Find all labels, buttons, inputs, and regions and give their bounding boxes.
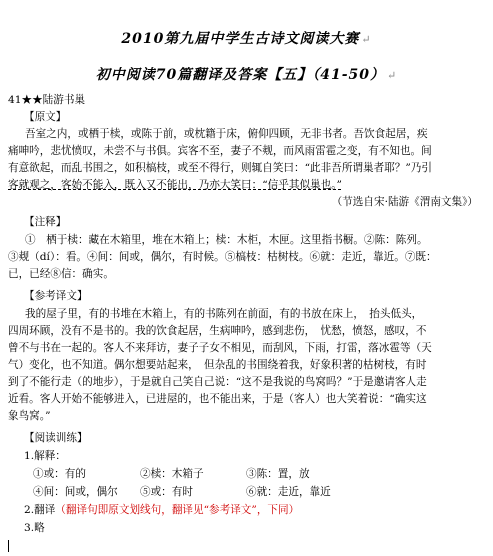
original-line: 痛呻吟，悲忧愤叹，未尝不与书俱。宾客不至，妻子不觌，而风雨雷雹之变，有不知也。间 — [8, 145, 432, 157]
answer-cell: ⑥就：走近，靠近 — [246, 486, 331, 498]
notes-label: 【注释】 — [24, 216, 67, 228]
question-2: 2.翻译（翻译句即原文划线句，翻译见“参考译文”，下同） — [24, 504, 300, 516]
translation-line: 四周环顾，没有不是书的。我的饮食起居，生病呻吟，感到悲伤， 忧愁，愤怒，感叹，不 — [8, 325, 427, 337]
answer-cell: ③陈：置，放 — [246, 468, 310, 480]
translation-label: 【参考译文】 — [24, 290, 88, 302]
answer-cell: ②椟：木箱子 — [140, 468, 204, 480]
answer-cell: ①或：有的 — [33, 468, 86, 480]
original-line: 有意欲起，而乱书围之，如积槁枝，或至不得行，则辄自笑曰：“此非吾所谓巢者耶？”乃引 — [8, 162, 432, 174]
document-subtitle: 初中阅读70篇翻译及答案【五】（41-50） ↵ — [95, 67, 398, 83]
translation-line: 曾不与书在一起的。客人不来拜访，妻子子女不相见，而刮风，下雨，打雷，落冰雹等（天 — [8, 342, 432, 354]
underlined-sentence: 客就观之，客始不能入，既入又不能出，乃亦大笑曰：“信乎其似巢也。” — [8, 179, 342, 191]
answer-cell: ⑤或：有时 — [140, 486, 193, 498]
question-2-note: （翻译句即原文划线句，翻译见“参考译文”，下同） — [55, 504, 300, 516]
translation-line: 我的屋子里，有的书堆在木箱上，有的书陈列在前面，有的书放在床上， 抬头低头， — [25, 308, 423, 320]
translation-line: 到了不能行走（的地步），于是就自己笑自己说：“这不是我说的鸟窝吗？”于是邀请客人走 — [8, 376, 427, 388]
question-3: 3.略 — [24, 522, 45, 534]
translation-line: 气）变化，也不知道。偶尔想要站起来， 但杂乱的书围绕着我，好象积著的枯树枝，有时 — [8, 359, 427, 371]
original-label: 【原文】 — [24, 111, 67, 123]
note-line: ① 栖于椟：藏在木箱里，堆在木箱上；椟：木柜，木匣。这里指书橱。②陈：陈列。 — [25, 234, 428, 246]
note-line: ③觌（dí）：看。④间：间或，偶尔，有时候。⑤槁枝：枯树枝。⑥就：走近，靠近。⑦既： — [8, 251, 437, 263]
text-cursor — [8, 540, 9, 552]
note-line: 已，已经⑧信：确实。 — [8, 268, 114, 280]
answer-cell: ④间：间或，偶尔 — [33, 486, 118, 498]
question-1-label: 1.解释： — [24, 450, 66, 462]
return-mark-icon: ↵ — [387, 69, 398, 82]
original-line: 吾室之内，或栖于椟，或陈于前，或枕籍于床，俯仰四顾，无非书者。吾饮食起居，疾 — [25, 128, 428, 140]
source-citation: （节选自宋·陆游《渭南文集》） — [331, 196, 478, 208]
original-line — [8, 177, 486, 194]
article-heading: 41★★陆游书巢 — [8, 94, 86, 106]
document-title: 2010第九届中学生古诗文阅读大赛 ↵ — [121, 31, 372, 47]
return-mark-icon: ↵ — [361, 33, 372, 46]
translation-line: 象鸟窝。” — [8, 410, 51, 422]
exercise-label: 【阅读训练】 — [24, 432, 88, 444]
translation-line: 近看。客人开始不能够进入，已进屋的，也不能出来，于是（客人）也大笑着说：“确实这 — [8, 393, 427, 405]
